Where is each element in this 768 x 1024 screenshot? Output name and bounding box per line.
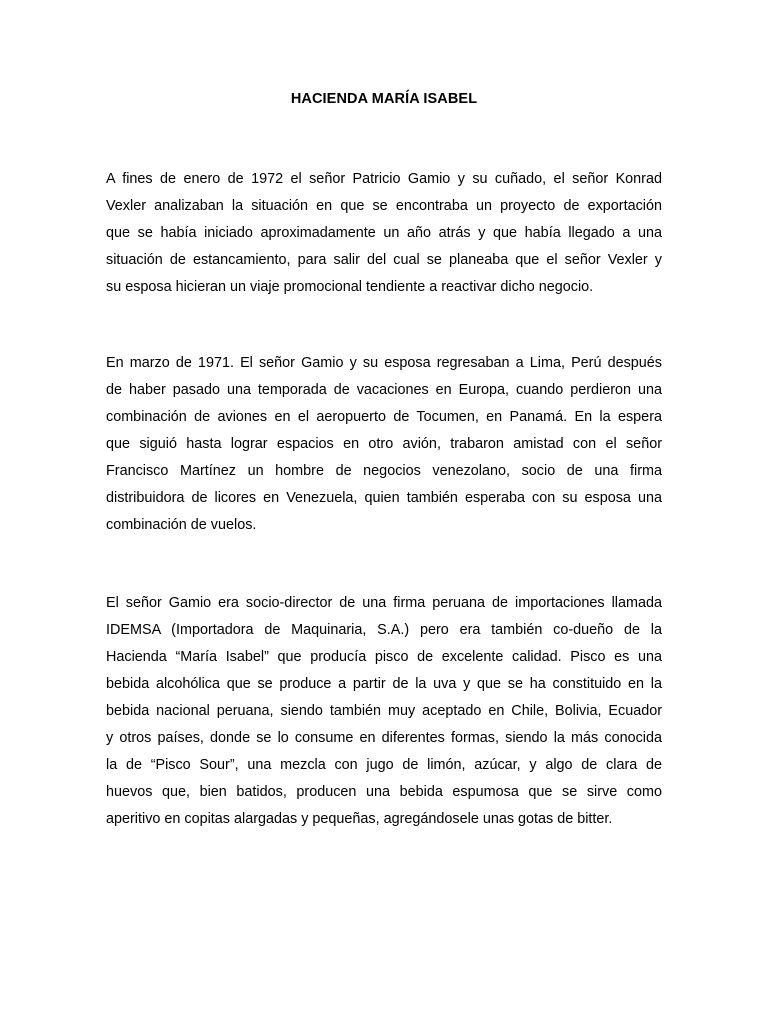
- paragraph-line: la de “Pisco Sour”, una mezcla con jugo de limón, azúcar, y algo de clara de: [106, 757, 662, 773]
- paragraph-line: distribuidora de licores en Venezuela, quien también esperaba con su esposa una: [106, 490, 662, 506]
- paragraph-line: Hacienda “María Isabel” que producía pisco de excelente calidad. Pisco es una: [106, 649, 662, 665]
- paragraph-line: IDEMSA (Importadora de Maquinaria, S.A.) pero era también co-dueño de la: [106, 622, 662, 638]
- paragraph-line: situación de estancamiento, para salir del cual se planeaba que el señor Vexler y: [106, 252, 662, 268]
- paragraph-3: [106, 590, 662, 833]
- paragraph-line: huevos que, bien batidos, producen una bebida espumosa que se sirve como: [106, 784, 662, 800]
- paragraph-line: combinación de vuelos.: [106, 517, 257, 533]
- document-title: HACIENDA MARÍA ISABEL: [290, 91, 478, 107]
- paragraph-line: A fines de enero de 1972 el señor Patricio Gamio y su cuñado, el señor Konrad: [106, 171, 662, 187]
- paragraph-line: El señor Gamio era socio-director de una firma peruana de importaciones llamada: [106, 595, 662, 611]
- paragraph-line: En marzo de 1971. El señor Gamio y su esposa regresaban a Lima, Perú después: [106, 355, 662, 371]
- paragraph-line: que se había iniciado aproximadamente un año atrás y que había llegado a una: [106, 225, 662, 241]
- paragraph-line: y otros países, donde se lo consume en diferentes formas, siendo la más conocida: [106, 730, 662, 746]
- paragraph-line: Francisco Martínez un hombre de negocios venezolano, socio de una firma: [106, 463, 662, 479]
- paragraph-line: de haber pasado una temporada de vacaciones en Europa, cuando perdieron una: [106, 382, 662, 398]
- paragraph-line: bebida alcohólica que se produce a partir de la uva y que se ha constituido en la: [106, 676, 662, 692]
- paragraph-line: su esposa hicieran un viaje promocional tendiente a reactivar dicho negocio.: [106, 279, 594, 295]
- paragraph-1: [106, 166, 662, 301]
- paragraph-line: aperitivo en copitas alargadas y pequeñas, agregándosele unas gotas de bitter.: [106, 811, 613, 827]
- paragraph-line: que siguió hasta lograr espacios en otro avión, trabaron amistad con el señor: [106, 436, 662, 452]
- paragraph-line: combinación de aviones en el aeropuerto de Tocumen, en Panamá. En la espera: [106, 409, 662, 425]
- paragraph-line: bebida nacional peruana, siendo también muy aceptado en Chile, Bolivia, Ecuador: [106, 703, 662, 719]
- paragraph-2: [106, 350, 662, 539]
- paragraph-line: Vexler analizaban la situación en que se encontraba un proyecto de exportación: [106, 198, 662, 214]
